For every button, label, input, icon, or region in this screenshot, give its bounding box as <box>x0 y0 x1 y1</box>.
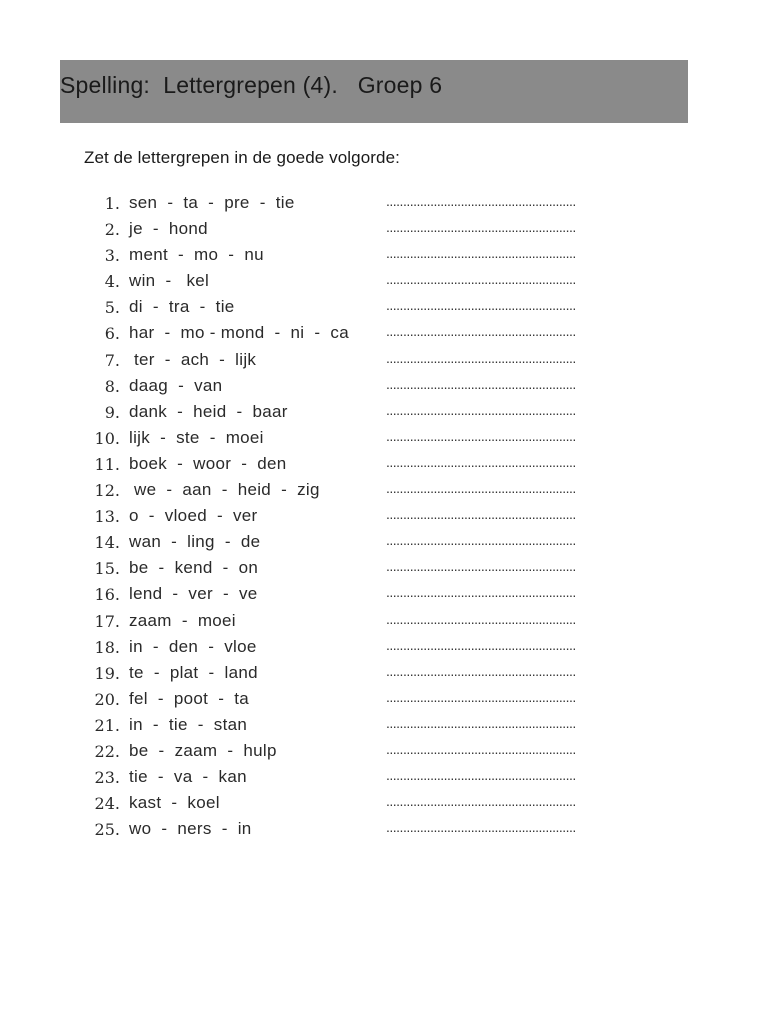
answer-dotted-line[interactable]: ........................................................ <box>386 480 576 497</box>
exercise-row <box>0 375 768 401</box>
syllable-set: har - mo - mond - ni - ca <box>129 323 349 343</box>
answer-dotted-line[interactable]: ........................................................ <box>386 401 576 418</box>
exercise-row <box>0 401 768 427</box>
answer-dotted-line[interactable]: ........................................................ <box>386 323 576 340</box>
exercise-number: 17. <box>94 611 120 631</box>
exercise-number: 11. <box>94 454 120 474</box>
syllable-set: tie - va - kan <box>129 767 247 787</box>
syllable-set: wo - ners - in <box>129 819 252 839</box>
answer-dotted-line[interactable]: ........................................................ <box>386 532 576 549</box>
answer-dotted-line[interactable]: ........................................................ <box>386 793 576 810</box>
answer-dotted-line[interactable]: ........................................................ <box>386 558 576 575</box>
exercise-number: 18. <box>94 637 120 657</box>
exercise-row <box>0 192 768 218</box>
exercise-number: 16. <box>94 585 120 605</box>
exercise-row <box>0 557 768 583</box>
title-banner <box>60 60 688 123</box>
answer-dotted-line[interactable]: ........................................................ <box>386 219 576 236</box>
answer-dotted-line[interactable]: ........................................................ <box>386 584 576 601</box>
exercise-row <box>0 349 768 375</box>
exercise-list <box>0 192 768 844</box>
syllable-set: sen - ta - pre - tie <box>129 193 295 212</box>
exercise-number: 6. <box>104 324 120 344</box>
answer-dotted-line[interactable]: ........................................................ <box>386 740 576 757</box>
exercise-row <box>0 583 768 609</box>
syllable-set: ter - ach - lijk <box>129 349 257 369</box>
answer-dotted-line[interactable]: ........................................................ <box>386 453 576 470</box>
answer-dotted-line[interactable]: ........................................................ <box>386 636 576 653</box>
syllable-set: boek - woor - den <box>129 453 287 473</box>
answer-dotted-line[interactable]: ........................................................ <box>386 662 576 679</box>
exercise-number: 20. <box>94 689 120 709</box>
answer-dotted-line[interactable]: ........................................................ <box>386 427 576 444</box>
syllable-set: dank - heid - baar <box>129 401 288 421</box>
syllable-set: win - kel <box>129 271 210 291</box>
answer-dotted-line[interactable]: ........................................................ <box>386 193 576 209</box>
answer-dotted-line[interactable]: ........................................................ <box>386 245 576 262</box>
exercise-number: 23. <box>94 768 120 788</box>
answer-dotted-line[interactable]: ........................................................ <box>386 297 576 314</box>
answer-dotted-line[interactable]: ........................................................ <box>386 375 576 392</box>
exercise-number: 24. <box>94 794 120 814</box>
syllable-set: o - vloed - ver <box>129 506 258 526</box>
answer-dotted-line[interactable]: ........................................................ <box>386 506 576 523</box>
exercise-row <box>0 244 768 270</box>
exercise-row <box>0 531 768 557</box>
syllable-set: te - plat - land <box>129 662 258 682</box>
syllable-set: ment - mo - nu <box>129 245 264 265</box>
answer-dotted-line[interactable]: ........................................................ <box>386 819 576 836</box>
exercise-row <box>0 714 768 740</box>
syllable-set: in - den - vloe <box>129 636 257 656</box>
syllable-set: fel - poot - ta <box>129 688 250 708</box>
exercise-number: 13. <box>94 507 120 527</box>
exercise-row <box>0 218 768 244</box>
exercise-row <box>0 766 768 792</box>
exercise-number: 10. <box>94 428 120 448</box>
exercise-number: 2. <box>104 220 120 240</box>
syllable-set: kast - koel <box>129 793 220 813</box>
exercise-row <box>0 322 768 348</box>
exercise-number: 4. <box>104 272 120 292</box>
exercise-number: 14. <box>94 533 120 553</box>
exercise-row <box>0 662 768 688</box>
syllable-set: in - tie - stan <box>129 714 248 734</box>
exercise-row <box>0 818 768 844</box>
syllable-set: daag - van <box>129 375 223 395</box>
exercise-number: 7. <box>104 350 120 370</box>
answer-dotted-line[interactable]: ........................................................ <box>386 610 576 627</box>
exercise-number: 22. <box>94 741 120 761</box>
exercise-row <box>0 427 768 453</box>
exercise-row <box>0 479 768 505</box>
answer-dotted-line[interactable]: ........................................................ <box>386 271 576 288</box>
exercise-row <box>0 688 768 714</box>
syllable-set: lend - ver - ve <box>129 584 258 604</box>
exercise-row <box>0 296 768 322</box>
exercise-number: 3. <box>104 246 120 266</box>
exercise-row <box>0 610 768 636</box>
answer-dotted-line[interactable]: ........................................................ <box>386 349 576 366</box>
page-title: Spelling: Lettergrepen (4). Groep 6 <box>60 72 443 98</box>
answer-dotted-line[interactable]: ........................................................ <box>386 688 576 705</box>
syllable-set: be - zaam - hulp <box>129 740 277 760</box>
exercise-row <box>0 636 768 662</box>
answer-dotted-line[interactable]: ........................................................ <box>386 767 576 784</box>
syllable-set: di - tra - tie <box>129 297 235 317</box>
exercise-number: 12. <box>94 481 120 501</box>
instruction-text: Zet de lettergrepen in de goede volgorde: <box>84 148 400 167</box>
exercise-number: 5. <box>104 298 120 318</box>
exercise-number: 25. <box>94 820 120 840</box>
exercise-number: 19. <box>94 663 120 683</box>
answer-dotted-line[interactable]: ........................................................ <box>386 714 576 731</box>
exercise-row <box>0 792 768 818</box>
exercise-number: 9. <box>104 402 120 422</box>
syllable-set: je - hond <box>129 219 208 239</box>
syllable-set: lijk - ste - moei <box>129 427 264 447</box>
exercise-row <box>0 453 768 479</box>
exercise-row <box>0 505 768 531</box>
exercise-number: 21. <box>94 715 120 735</box>
syllable-set: be - kend - on <box>129 558 259 578</box>
exercise-row <box>0 270 768 296</box>
exercise-number: 8. <box>104 376 120 396</box>
syllable-set: zaam - moei <box>129 610 236 630</box>
exercise-number: 15. <box>94 559 120 579</box>
exercise-number: 1. <box>104 194 120 213</box>
syllable-set: we - aan - heid - zig <box>129 480 320 500</box>
syllable-set: wan - ling - de <box>129 532 261 552</box>
exercise-row <box>0 740 768 766</box>
